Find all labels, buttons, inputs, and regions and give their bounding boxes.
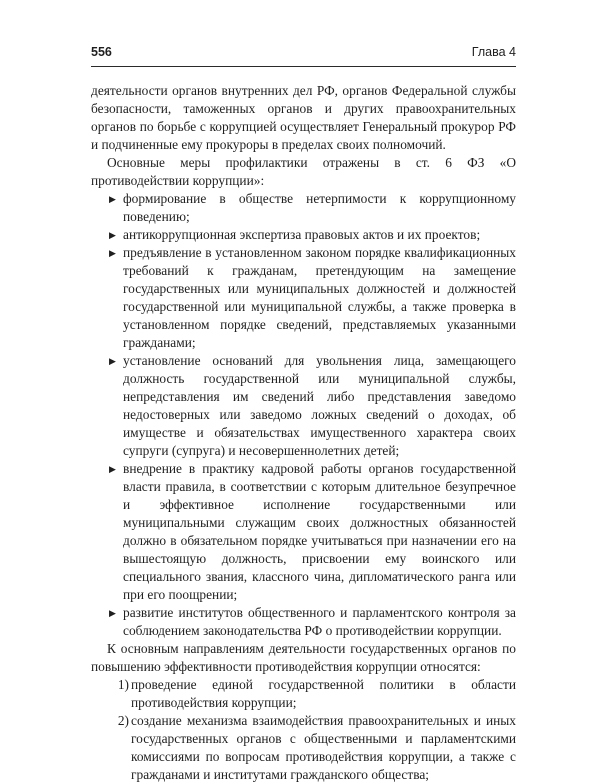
bullet-triangle-icon: ▶ <box>109 356 116 366</box>
bullet-triangle-icon: ▶ <box>109 464 116 474</box>
list-item-text: предъявление в установленном законом порядке квалификационных требований к гражданам, претендующим на замещение государственных или муниципальных должностей и должностей государственной или муниципальной службы, а также проверка в установленном порядке сведений, представляемых указанными гражданами; <box>123 245 516 350</box>
list-item <box>91 676 516 712</box>
bullet-triangle-icon: ▶ <box>109 608 116 618</box>
list-item <box>91 352 516 460</box>
list-item-text: создание механизма взаимодействия правоохранительных и иных государственных органов с общественными и парламентскими комиссиями по вопросам противодействия коррупции, а также с гражданами и институтами гражданского общества; <box>131 713 516 782</box>
list-item <box>91 712 516 784</box>
list-item <box>91 244 516 352</box>
opening-paragraph: деятельности органов внутренних дел РФ, органов Федеральной службы безопасности, таможенных органов и других правоохранительных органов по борьбе с коррупцией осуществляет Генеральный прокурор РФ и подчиненные ему прокуроры в пределах своих полномочий. <box>91 83 516 152</box>
list-item-text: установление оснований для увольнения лица, замещающего должность государственной или муниципальной службы, непредставления им сведений либо представления заведомо недостоверных или заведомо ложных сведений о доходах, об имуществе и обязательствах имущественного характера своих супруги (супруга) и несовершеннолетних детей; <box>123 353 516 458</box>
bullet-triangle-icon: ▶ <box>109 230 116 240</box>
list-item-text: проведение единой государственной политики в области противодействия коррупции; <box>131 677 516 710</box>
page-number: 556 <box>91 45 112 59</box>
header-divider <box>91 66 516 67</box>
list-item <box>91 226 516 244</box>
activity-directions-list <box>91 676 516 784</box>
running-head <box>91 45 516 65</box>
chapter-label: Глава 4 <box>471 45 516 59</box>
list-item-text: антикоррупционная экспертиза правовых актов и их проектов; <box>123 227 481 242</box>
list-number: 2) <box>117 713 129 728</box>
directions-intro-paragraph: К основным направлениям деятельности государственных органов по повышению эффективности противодействия коррупции относятся: <box>91 641 516 674</box>
bullet-triangle-icon: ▶ <box>109 194 116 204</box>
book-page <box>91 0 516 782</box>
list-item-text: внедрение в практику кадровой работы органов государственной власти правила, в соответствии с которым длительное безупречное и эффективное исполнение государственными или муниципальными служащим своих должностных обязанностей должно в обязательном порядке учитываться при назначении его на вышестоящую должность, присвоении ему воинского или специального звания, классного чина, дипломатического ранга или при его поощрении; <box>123 461 516 602</box>
list-item-text: развитие институтов общественного и парламентского контроля за соблюдением законодательства РФ о противодействии коррупции. <box>123 605 516 638</box>
list-item <box>91 604 516 640</box>
list-item <box>91 460 516 604</box>
measures-intro-paragraph: Основные меры профилактики отражены в ст. 6 ФЗ «О противодействии коррупции»: <box>91 155 516 188</box>
list-number: 1) <box>117 677 129 692</box>
prevention-measures-list <box>91 190 516 640</box>
list-item-text: формирование в обществе нетерпимости к коррупционному поведению; <box>123 191 516 224</box>
list-item <box>91 190 516 226</box>
bullet-triangle-icon: ▶ <box>109 248 116 258</box>
page-body <box>91 82 516 784</box>
